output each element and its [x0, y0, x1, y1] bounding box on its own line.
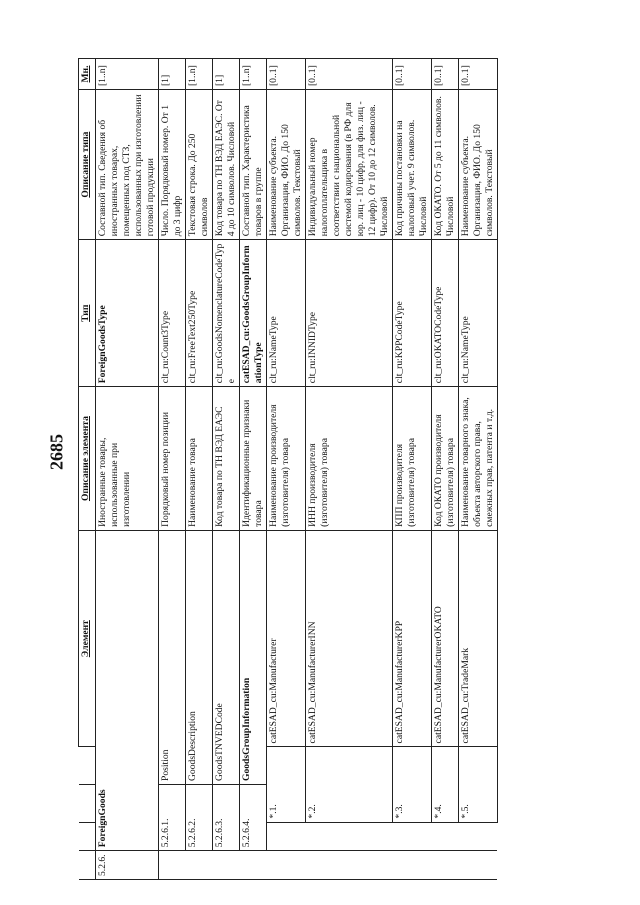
element-name: GoodsTNVEDCode [212, 530, 239, 784]
multiplicity: [0..1] [431, 59, 458, 90]
element-description: Иностранные товары, использованные при изготовлении [96, 387, 159, 531]
multiplicity: [1..n] [185, 59, 212, 90]
element-name: catESAD_cu:ManufacturerOKATO [431, 530, 458, 747]
row-number: *.1. [266, 747, 305, 822]
multiplicity: [1] [212, 59, 239, 90]
type-description: Составной тип. Сведения об иностранных товарах, помещенных под СТЗ, использованных при изготовлении готовой продукции [96, 90, 159, 240]
element-type: clt_ru:GoodsNomenclatureCodeType [212, 240, 239, 387]
element-type: clt_ru:FreeText250Type [185, 240, 212, 387]
spec-table [78, 58, 498, 880]
element-description: Идентификационные признаки товара [239, 387, 266, 531]
type-description: Наименование субъекта. Организация, ФИО. До 150 символов. Текстовый [266, 90, 305, 240]
type-description: Текстовая строка. До 250 символов [185, 90, 212, 240]
rotated-table-frame [78, 58, 558, 880]
table-row [305, 59, 392, 880]
type-description: Код причины постановки на налоговый учет. 9 символов. Числовой [392, 90, 431, 240]
row-number: *.3. [392, 747, 431, 822]
table-row [266, 59, 305, 880]
element-name: GoodsDescription [185, 530, 212, 784]
element-name: ForeignGoods [96, 530, 159, 850]
element-name: Position [158, 530, 185, 784]
multiplicity: [0..1] [266, 59, 305, 90]
multiplicity: [0..1] [392, 59, 431, 90]
table-row [212, 59, 239, 880]
table-row [392, 59, 431, 880]
multiplicity: [1..n] [239, 59, 266, 90]
row-number: 5.2.6.4. [239, 785, 266, 851]
type-description: Код товара по ТН ВЭД ЕАЭС. От 4 до 10 символов. Числовой [212, 90, 239, 240]
row-number: 5.2.6.3. [212, 785, 239, 851]
row-number: 5.2.6.2. [185, 785, 212, 851]
element-name: GoodsGroupInformation [239, 530, 266, 784]
spec-table-container [78, 58, 558, 880]
element-name: catESAD_cu:ManufacturerKPP [392, 530, 431, 747]
table-row [458, 59, 497, 880]
element-description: Код ОКАТО производителя (изготовителя) товара [431, 387, 458, 531]
type-description: Число. Порядковый номер. От 1 до 3 цифр [158, 90, 185, 240]
header-type-description: Описание типа [79, 90, 96, 240]
element-type: catESAD_cu:GoodsGroupInformationType [239, 240, 266, 387]
page-number: 2685 [46, 434, 67, 470]
element-description: Порядковый номер позиции [158, 387, 185, 531]
type-description: Индивидуальный номер налогоплательщика в соответствии с национальной системой кодирования (в РФ для юр. лиц - 10 цифр, для физ. лиц - 12 цифр). От 10 до 12 символов. Числовой [305, 90, 392, 240]
element-description: КПП производителя (изготовителя) товара [392, 387, 431, 531]
table-row [185, 59, 212, 880]
type-description: Составной тип. Характеристика товаров в группе [239, 90, 266, 240]
type-description: Наименование субъекта. Организация, ФИО. До 150 символов. Текстовый [458, 90, 497, 240]
row-number: *.2. [305, 747, 392, 822]
table-row [239, 59, 266, 880]
header-multiplicity: Мн. [79, 59, 96, 90]
table-header-row [79, 59, 96, 880]
header-type: Тип [79, 240, 96, 387]
table-row [431, 59, 458, 880]
table-row [158, 59, 185, 880]
element-type: ForeignGoodsType [96, 240, 159, 387]
element-type: clt_ru:OKATOCodeType [431, 240, 458, 387]
element-type: clt_ru:INNIDType [305, 240, 392, 387]
element-type: clt_ru:KPPCodeType [392, 240, 431, 387]
row-number: *.4. [431, 747, 458, 822]
multiplicity: [1..n] [96, 59, 159, 90]
element-description: ИНН производителя (изготовителя) товара [305, 387, 392, 531]
element-name: catESAD_cu:Manufacturer [266, 530, 305, 747]
element-name: catESAD_cu:ManufacturerINN [305, 530, 392, 747]
header-element-description: Описание элемента [79, 387, 96, 531]
element-type: clt_ru:NameType [458, 240, 497, 387]
element-name: catESAD_cu:TradeMark [458, 530, 497, 747]
type-description: Код ОКАТО. От 5 до 11 символов. Числовой [431, 90, 458, 240]
multiplicity: [0..1] [458, 59, 497, 90]
element-type: clt_ru:NameType [266, 240, 305, 387]
row-number: 5.2.6. [96, 851, 159, 880]
multiplicity: [1] [158, 59, 185, 90]
element-description: Код товара по ТН ВЭД ЕАЭС [212, 387, 239, 531]
element-description: Наименование товара [185, 387, 212, 531]
element-description: Наименование товарного знака, объекта авторского права, смежных прав, патента и т.д. [458, 387, 497, 531]
table-row [96, 59, 159, 880]
element-type: clt_ru:Count3Type [158, 240, 185, 387]
element-description: Наименование производителя (изготовителя) товара [266, 387, 305, 531]
row-number: *.5. [458, 747, 497, 822]
row-number: 5.2.6.1. [158, 785, 185, 851]
multiplicity: [0..1] [305, 59, 392, 90]
header-element: Элемент [79, 530, 96, 747]
